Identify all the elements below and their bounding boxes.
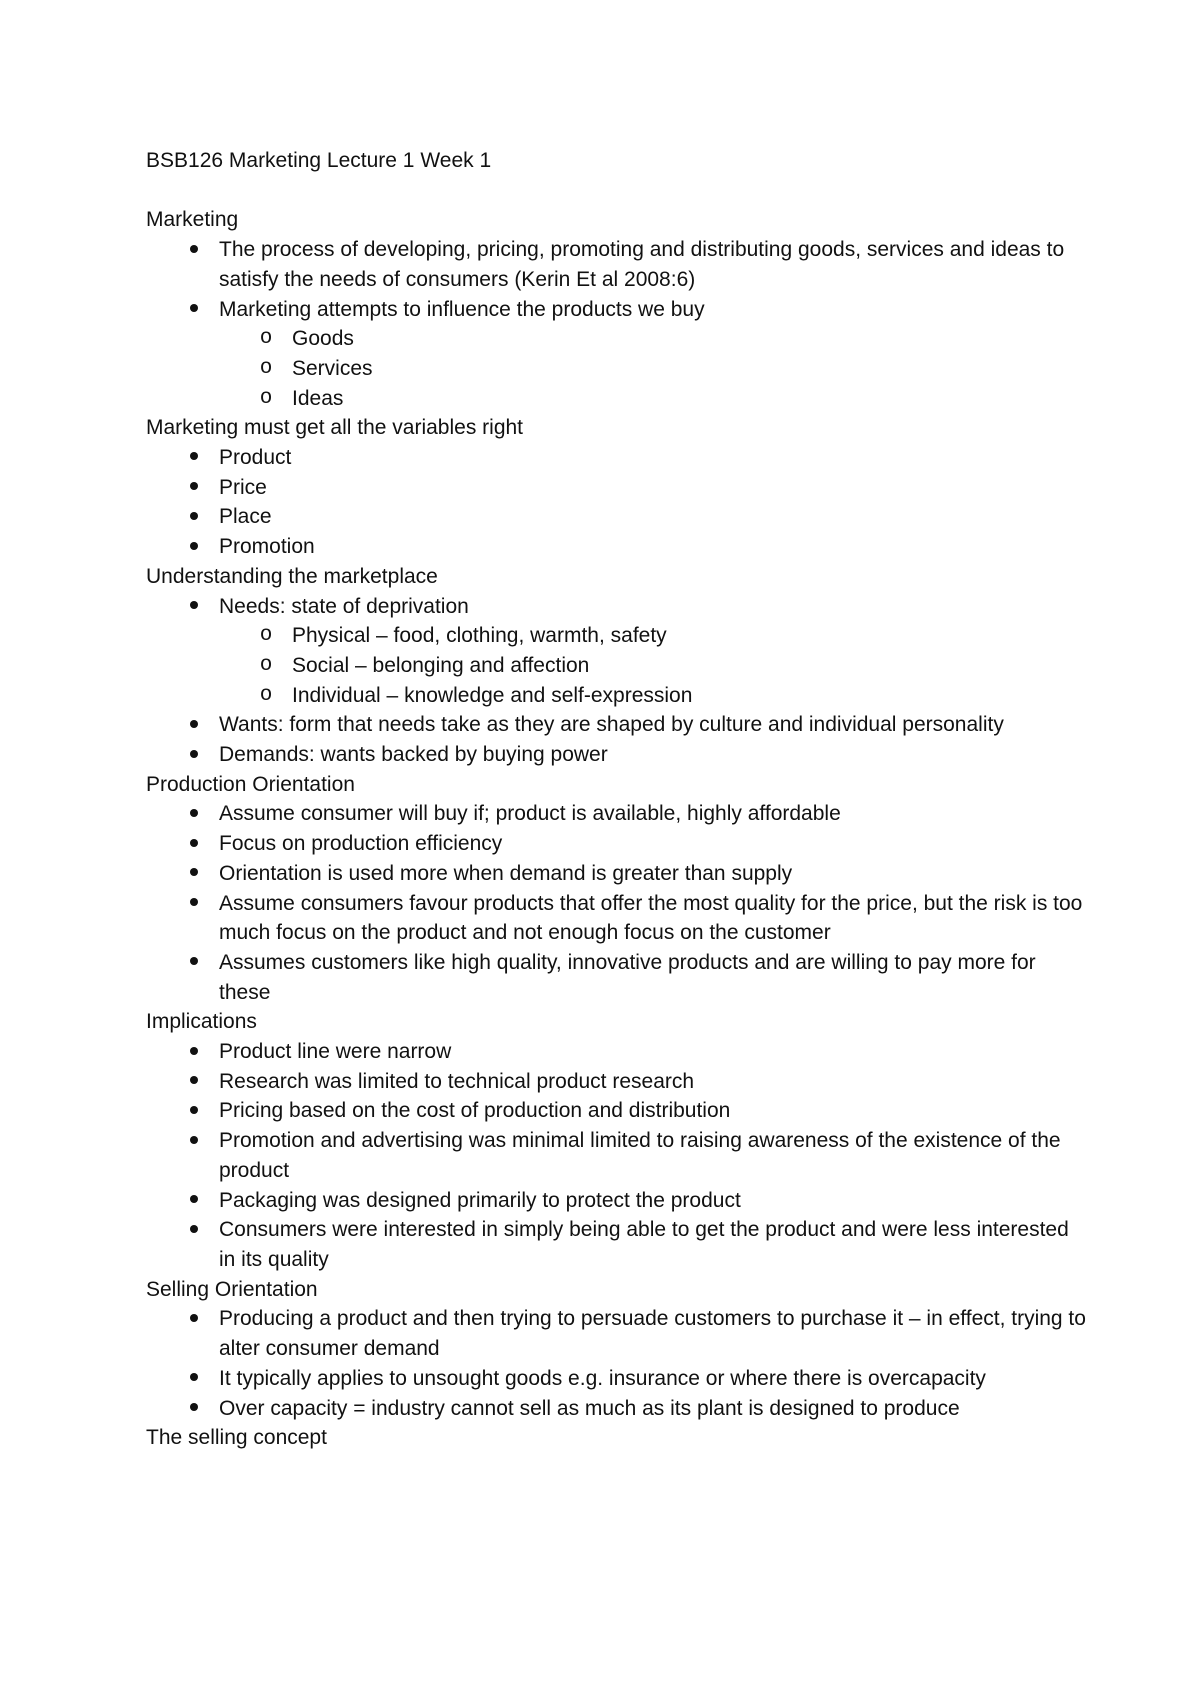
bullet-item (146, 295, 1086, 325)
section-heading: Marketing must get all the variables right (146, 416, 524, 440)
bullet-text: It typically applies to unsought goods e.g. insurance or where there is overcapacity (219, 1366, 986, 1390)
bullet-dot-icon (184, 443, 204, 473)
bullet-text: Assumes customers like high quality, innovative products and are willing to pay more for these (219, 950, 1036, 1004)
bullet-text: Consumers were interested in simply being able to get the product and were less interested in its quality (219, 1218, 1069, 1271)
bullet-text: Assume consumers favour products that offer the most quality for the price, but the risk is too much focus on the product and not enough focus on the customer (219, 891, 1083, 945)
sub-bullet-item (146, 651, 1086, 681)
bullet-text: Demands: wants backed by buying power (219, 743, 608, 767)
sub-bullet-group (146, 324, 1086, 413)
section-heading: The selling concept (146, 1426, 327, 1450)
bullet-item (146, 948, 1086, 1007)
bullet-text: Research was limited to technical product research (219, 1069, 695, 1093)
sub-bullet-text: Social – belonging and affection (292, 653, 590, 677)
bullet-item (146, 740, 1086, 770)
hollow-circle-bullet-icon: o (259, 356, 273, 380)
bullet-dot-icon (184, 1067, 204, 1097)
bullet-dot-icon (184, 1364, 204, 1394)
bullet-dot-icon (184, 1126, 204, 1156)
section (146, 562, 1086, 770)
bullet-dot-icon (184, 740, 204, 770)
bullet-list (146, 443, 1086, 562)
bullet-dot-icon (184, 1186, 204, 1216)
bullet-item (146, 1096, 1086, 1126)
bullet-list (146, 1304, 1086, 1423)
document-title: BSB126 Marketing Lecture 1 Week 1 (146, 149, 492, 172)
bullet-list (146, 1037, 1086, 1275)
bullet-text: Place (219, 505, 272, 529)
bullet-dot-icon (184, 473, 204, 503)
bullet-dot-icon (184, 948, 204, 978)
bullet-text: Wants: form that needs take as they are shaped by culture and individual personality (219, 713, 1004, 737)
section (146, 413, 1086, 562)
bullet-item (146, 502, 1086, 532)
sub-bullet-text: Ideas (292, 386, 344, 410)
bullet-item (146, 1304, 1086, 1363)
bullet-text: Producing a product and then trying to persuade customers to purchase it – in effect, trying to alter consumer demand (219, 1307, 1086, 1361)
bullet-text: Marketing attempts to influence the products we buy (219, 297, 705, 321)
bullet-dot-icon (184, 502, 204, 532)
hollow-circle-bullet-icon: o (259, 683, 273, 707)
hollow-circle-bullet-icon: o (259, 327, 273, 351)
bullet-dot-icon (184, 889, 204, 919)
bullet-item (146, 1364, 1086, 1394)
bullet-text: Promotion (219, 535, 315, 559)
bullet-text: Product (219, 446, 292, 470)
bullet-list (146, 799, 1086, 1007)
sub-bullet-group (146, 621, 1086, 710)
bullet-item (146, 1394, 1086, 1424)
bullet-dot-icon (184, 235, 204, 265)
bullet-item (146, 592, 1086, 622)
section-heading: Marketing (146, 208, 239, 232)
bullet-item (146, 1037, 1086, 1067)
bullet-item (146, 1215, 1086, 1274)
sub-bullet-item (146, 324, 1086, 354)
bullet-item (146, 1186, 1086, 1216)
bullet-item (146, 1067, 1086, 1097)
sub-bullet-item (146, 354, 1086, 384)
sub-bullet-text: Goods (292, 327, 354, 351)
bullet-text: The process of developing, pricing, promoting and distributing goods, services and ideas to satisfy the needs of consumers (Kerin Et al 2008:6) (219, 238, 1065, 291)
sub-bullet-item (146, 621, 1086, 651)
bullet-item (146, 859, 1086, 889)
bullet-text: Assume consumer will buy if; product is available, highly affordable (219, 802, 841, 826)
section-heading: Production Orientation (146, 772, 355, 796)
bullet-dot-icon (184, 592, 204, 622)
section (146, 1275, 1086, 1424)
sections-container (146, 205, 1086, 1453)
bullet-text: Product line were narrow (219, 1040, 452, 1064)
bullet-text: Pricing based on the cost of production and distribution (219, 1099, 731, 1123)
sub-bullet-item (146, 384, 1086, 414)
bullet-list (146, 592, 1086, 770)
section-heading: Understanding the marketplace (146, 564, 438, 588)
bullet-text: Focus on production efficiency (219, 832, 503, 856)
bullet-dot-icon (184, 1304, 204, 1334)
bullet-text: Packaging was designed primarily to protect the product (219, 1188, 741, 1212)
hollow-circle-bullet-icon: o (259, 624, 273, 648)
bullet-item (146, 799, 1086, 829)
hollow-circle-bullet-icon: o (259, 386, 273, 410)
document-body (146, 146, 1086, 1453)
section (146, 1007, 1086, 1274)
bullet-dot-icon (184, 1037, 204, 1067)
bullet-text: Orientation is used more when demand is greater than supply (219, 861, 793, 885)
hollow-circle-bullet-icon: o (259, 653, 273, 677)
bullet-dot-icon (184, 859, 204, 889)
section (146, 1423, 1086, 1453)
sub-bullet-list (146, 324, 1086, 413)
bullet-dot-icon (184, 1394, 204, 1424)
section-heading: Implications (146, 1010, 257, 1034)
sub-bullet-text: Individual – knowledge and self-expression (292, 683, 693, 707)
bullet-dot-icon (184, 295, 204, 325)
section (146, 205, 1086, 413)
bullet-item (146, 829, 1086, 859)
bullet-text: Promotion and advertising was minimal limited to raising awareness of the existence of the product (219, 1129, 1061, 1182)
bullet-dot-icon (184, 829, 204, 859)
bullet-dot-icon (184, 1215, 204, 1245)
section-heading: Selling Orientation (146, 1277, 318, 1301)
sub-bullet-text: Physical – food, clothing, warmth, safety (292, 624, 667, 648)
bullet-item (146, 235, 1086, 294)
sub-bullet-text: Services (292, 356, 373, 380)
bullet-text: Price (219, 475, 267, 499)
bullet-item (146, 443, 1086, 473)
bullet-text: Needs: state of deprivation (219, 594, 469, 618)
sub-bullet-item (146, 681, 1086, 711)
sub-bullet-list (146, 621, 1086, 710)
bullet-item (146, 889, 1086, 948)
bullet-list (146, 235, 1086, 413)
bullet-dot-icon (184, 799, 204, 829)
bullet-dot-icon (184, 532, 204, 562)
bullet-item (146, 1126, 1086, 1185)
bullet-text: Over capacity = industry cannot sell as much as its plant is designed to produce (219, 1396, 960, 1420)
bullet-item (146, 532, 1086, 562)
bullet-item (146, 710, 1086, 740)
bullet-item (146, 473, 1086, 503)
bullet-dot-icon (184, 710, 204, 740)
bullet-dot-icon (184, 1096, 204, 1126)
section (146, 770, 1086, 1008)
